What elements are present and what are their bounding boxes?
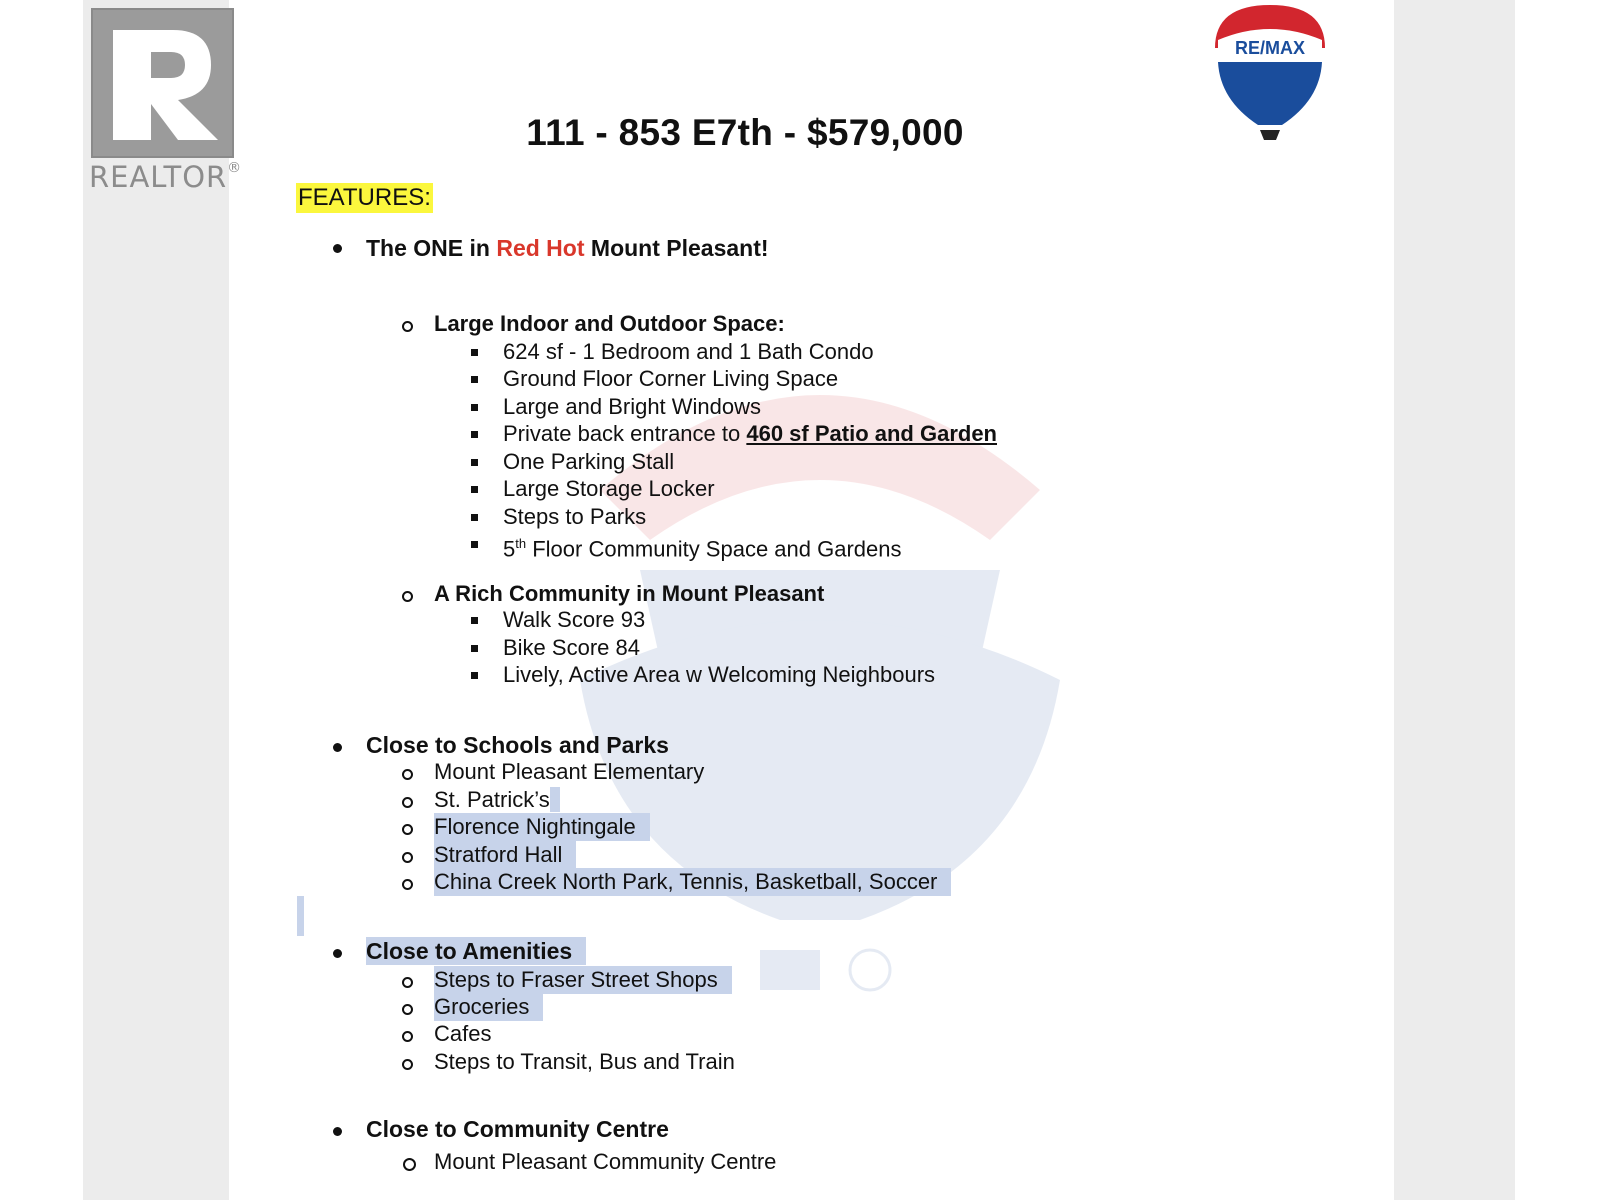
schools-item: Florence Nightingale [434, 813, 650, 841]
schools-item [434, 786, 560, 814]
bullet-square [471, 617, 478, 624]
indoor-heading: Large Indoor and Outdoor Space: [434, 311, 785, 336]
headline-red-hot: Red Hot [496, 235, 585, 261]
bullet-square [471, 376, 478, 383]
indoor-item: One Parking Stall [503, 449, 675, 474]
document-title: 111 - 853 E7th - $579,000 [526, 112, 964, 153]
schools-heading: Close to Schools and Parks [366, 732, 669, 758]
patio-garden-text: 460 sf Patio and Garden [746, 421, 997, 446]
bullet-circle [402, 852, 413, 863]
floor-suffix: th [515, 536, 527, 551]
indoor-item: Steps to Parks [503, 504, 647, 529]
schools-item-text: St. Patrick’s [434, 787, 550, 812]
bullet-circle [402, 1031, 413, 1042]
bullet-circle [402, 977, 413, 988]
bullet-circle [402, 591, 413, 602]
amenities-item: Steps to Transit, Bus and Train [434, 1049, 735, 1074]
floor-number: 5 [503, 536, 516, 562]
schools-item: Mount Pleasant Elementary [434, 759, 705, 784]
bullet-square [471, 486, 478, 493]
bullet-dot [333, 949, 342, 958]
headline-post: Mount Pleasant! [584, 235, 769, 261]
patio-pre: Private back entrance to [503, 421, 747, 446]
bullet-circle [402, 879, 413, 890]
indoor-item: Large and Bright Windows [503, 394, 762, 419]
community-item: Bike Score 84 [503, 635, 640, 660]
bullet-circle [402, 769, 413, 780]
amenities-item: Groceries [434, 993, 543, 1021]
bullet-dot [333, 743, 342, 752]
schools-item: China Creek North Park, Tennis, Basketball, Soccer [434, 868, 951, 896]
headline [366, 234, 769, 262]
community-item: Walk Score 93 [503, 607, 646, 632]
selection-caret-mark [297, 896, 304, 936]
indoor-item: Large Storage Locker [503, 476, 715, 501]
community-heading: A Rich Community in Mount Pleasant [434, 581, 825, 606]
right-gutter [1394, 0, 1515, 1200]
indoor-item: Ground Floor Corner Living Space [503, 366, 839, 391]
bullet-circle [403, 1158, 416, 1171]
floor-rest: Floor Community Space and Gardens [526, 536, 902, 562]
bullet-square [471, 541, 478, 548]
amenities-item: Steps to Fraser Street Shops [434, 966, 732, 994]
realtor-wordmark: REALTOR® [89, 160, 243, 194]
schools-item: Stratford Hall [434, 841, 576, 869]
indoor-item-patio [503, 420, 997, 448]
realtor-logo [89, 6, 249, 196]
indoor-item: 624 sf - 1 Bedroom and 1 Bath Condo [503, 339, 874, 364]
bullet-circle [402, 797, 413, 808]
remax-logo-text: RE/MAX [1234, 38, 1306, 58]
bullet-square [471, 431, 478, 438]
indoor-item-floor [503, 530, 902, 563]
bullet-dot [333, 1127, 342, 1136]
community-item: Lively, Active Area w Welcoming Neighbours [503, 662, 936, 687]
amenities-item: Cafes [434, 1021, 492, 1046]
bullet-circle [402, 1059, 413, 1070]
headline-pre: The ONE in [366, 235, 497, 261]
bullet-circle [402, 321, 413, 332]
bullet-dot [333, 244, 342, 253]
bullet-circle [402, 824, 413, 835]
features-label: FEATURES: [298, 184, 431, 211]
bullet-square [471, 404, 478, 411]
centre-heading: Close to Community Centre [366, 1116, 669, 1142]
bullet-square [471, 349, 478, 356]
bullet-square [471, 459, 478, 466]
bullet-square [471, 645, 478, 652]
centre-item: Mount Pleasant Community Centre [434, 1149, 777, 1174]
selection-tail [550, 787, 560, 812]
bullet-square [471, 514, 478, 521]
amenities-heading: Close to Amenities [366, 937, 586, 965]
bullet-square [471, 672, 478, 679]
bullet-circle [402, 1004, 413, 1015]
